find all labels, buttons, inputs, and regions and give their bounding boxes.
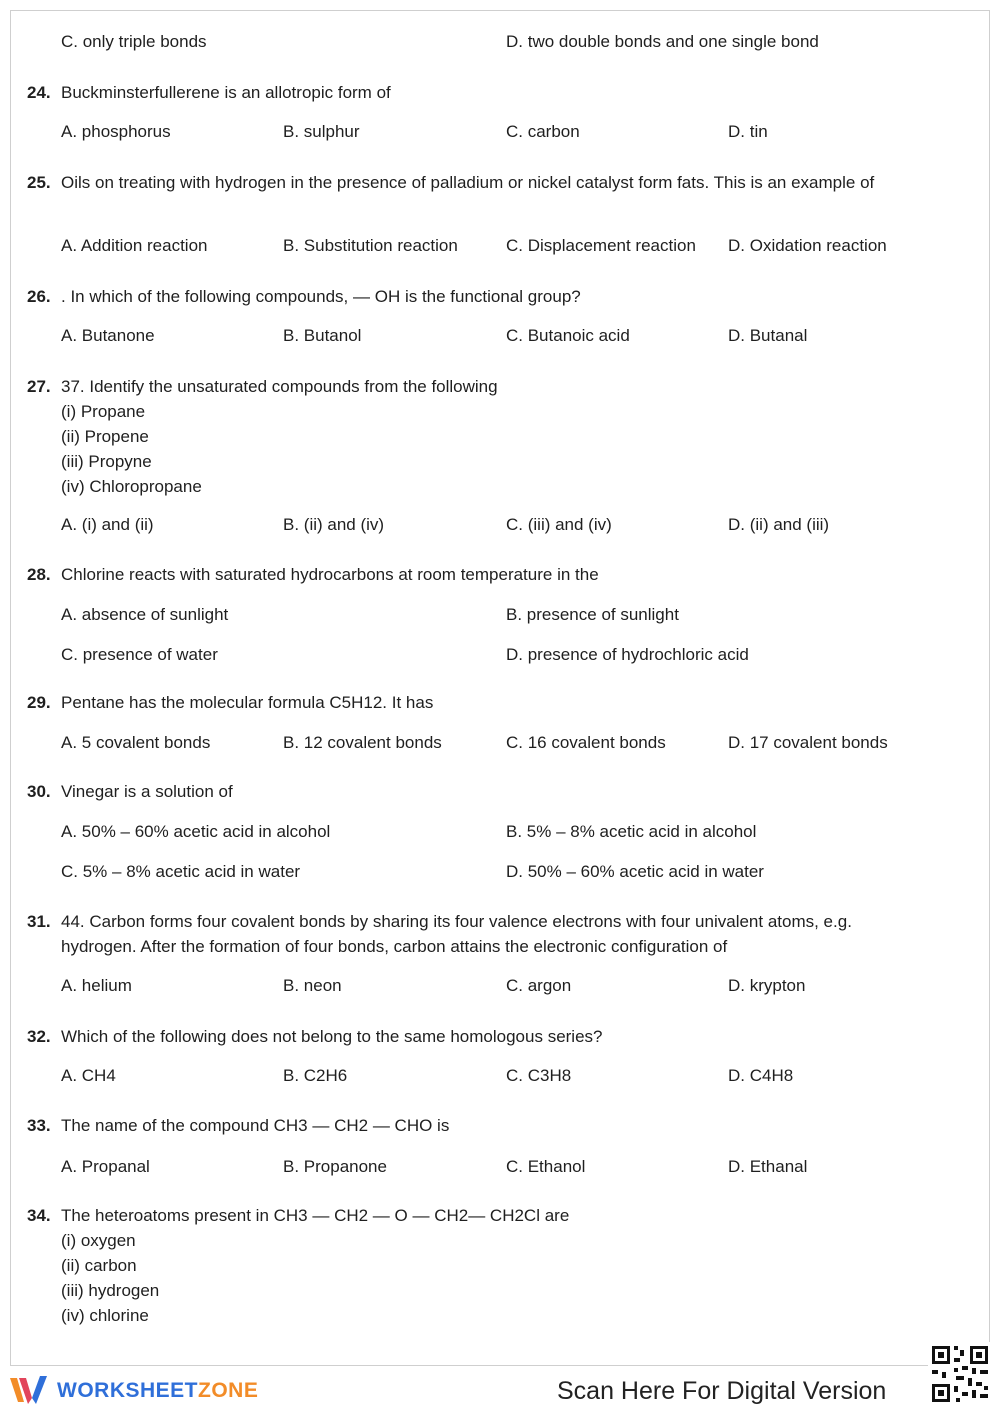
question-text: Which of the following does not belong to the same homologous series? <box>61 1027 603 1046</box>
question-text: 37. Identify the unsaturated compounds from the following <box>61 377 498 396</box>
q24-options <box>61 119 961 144</box>
q26-option-b: B. Butanol <box>283 326 362 345</box>
q25-option-a: A. Addition reaction <box>61 236 208 255</box>
question-28 <box>27 562 927 587</box>
question-32 <box>27 1024 927 1049</box>
worksheet-page <box>10 10 990 1366</box>
sub-item: (iii) hydrogen <box>61 1281 160 1300</box>
q23-option-d: D. two double bonds and one single bond <box>506 32 819 51</box>
question-31 <box>27 909 927 959</box>
question-number: 29. <box>27 693 51 712</box>
q26-option-d: D. Butanal <box>728 326 808 345</box>
q24-option-d: D. tin <box>728 122 768 141</box>
question-number: 33. <box>27 1116 51 1135</box>
question-30 <box>27 779 927 804</box>
qr-code-icon[interactable] <box>928 1342 992 1406</box>
q29-options <box>61 730 961 755</box>
q33-options <box>61 1154 961 1179</box>
q33-option-c: C. Ethanol <box>506 1157 586 1176</box>
q31-option-d: D. krypton <box>728 976 806 995</box>
q30-option-d: D. 50% – 60% acetic acid in water <box>506 862 764 881</box>
sub-item: (ii) carbon <box>61 1256 137 1275</box>
q27-option-a: A. (i) and (ii) <box>61 515 154 534</box>
q31-option-c: C. argon <box>506 976 572 995</box>
question-number: 26. <box>27 287 51 306</box>
question-27 <box>27 374 927 499</box>
question-number: 32. <box>27 1027 51 1046</box>
q27-option-c: C. (iii) and (iv) <box>506 515 612 534</box>
question-number: 25. <box>27 173 51 192</box>
q28-options-row1 <box>61 602 961 627</box>
q27-option-b: B. (ii) and (iv) <box>283 515 385 534</box>
worksheetzone-logo-icon <box>10 1374 50 1408</box>
scan-instruction: Scan Here For Digital Version <box>557 1377 887 1405</box>
q28-options-row2 <box>61 642 961 667</box>
question-25 <box>27 170 927 195</box>
q24-option-b: B. sulphur <box>283 122 360 141</box>
q32-option-c: C. C3H8 <box>506 1066 572 1085</box>
question-number: 27. <box>27 377 51 396</box>
q28-option-c: C. presence of water <box>61 645 218 664</box>
question-text: Pentane has the molecular formula C5H12. It has <box>61 693 434 712</box>
sub-item: (i) oxygen <box>61 1231 136 1250</box>
question-number: 28. <box>27 565 51 584</box>
sub-item: (iv) Chloropropane <box>61 477 202 496</box>
question-24 <box>27 80 927 105</box>
q23-option-c: C. only triple bonds <box>61 32 207 51</box>
q29-option-c: C. 16 covalent bonds <box>506 733 666 752</box>
question-number: 24. <box>27 83 51 102</box>
question-34 <box>27 1203 927 1328</box>
q30-option-c: C. 5% – 8% acetic acid in water <box>61 862 301 881</box>
q32-options <box>61 1063 961 1088</box>
q29-option-a: A. 5 covalent bonds <box>61 733 211 752</box>
question-text: Buckminsterfullerene is an allotropic form of <box>61 83 391 102</box>
question-29 <box>27 690 927 715</box>
q33-option-b: B. Propanone <box>283 1157 387 1176</box>
q25-option-d: D. Oxidation reaction <box>728 236 887 255</box>
q31-option-b: B. neon <box>283 976 342 995</box>
brand-name-part2: ZONE <box>198 1379 259 1402</box>
q30-options-row2 <box>61 859 961 884</box>
q26-option-a: A. Butanone <box>61 326 155 345</box>
question-number: 30. <box>27 782 51 801</box>
sub-item: (i) Propane <box>61 402 146 421</box>
q30-options-row1 <box>61 819 961 844</box>
q27-option-d: D. (ii) and (iii) <box>728 515 830 534</box>
q26-options <box>61 323 961 348</box>
q28-option-d: D. presence of hydrochloric acid <box>506 645 749 664</box>
question-number: 31. <box>27 912 51 931</box>
q24-option-c: C. carbon <box>506 122 580 141</box>
q29-option-b: B. 12 covalent bonds <box>283 733 442 752</box>
q28-option-a: A. absence of sunlight <box>61 605 229 624</box>
brand-name-part1: WORKSHEET <box>57 1379 198 1402</box>
q28-option-b: B. presence of sunlight <box>506 605 679 624</box>
question-text: The heteroatoms present in CH3 — CH2 — O — CH2— CH2Cl are <box>61 1206 570 1225</box>
brand-name <box>57 1379 258 1403</box>
sub-item: (ii) Propene <box>61 427 149 446</box>
q24-option-a: A. phosphorus <box>61 122 171 141</box>
page-footer <box>0 1366 1000 1414</box>
question-text: Chlorine reacts with saturated hydrocarbons at room temperature in the <box>61 565 599 584</box>
q31-option-a: A. helium <box>61 976 132 995</box>
question-33 <box>27 1113 927 1138</box>
sub-item: (iii) Propyne <box>61 452 152 471</box>
q32-option-d: D. C4H8 <box>728 1066 794 1085</box>
q32-option-a: A. CH4 <box>61 1066 116 1085</box>
q25-options <box>61 233 961 258</box>
q30-option-b: B. 5% – 8% acetic acid in alcohol <box>506 822 757 841</box>
question-text: Oils on treating with hydrogen in the presence of palladium or nickel catalyst form fats. This is an example of <box>61 173 875 192</box>
q26-option-c: C. Butanoic acid <box>506 326 630 345</box>
question-text: Vinegar is a solution of <box>61 782 233 801</box>
question-text: 44. Carbon forms four covalent bonds by sharing its four valence electrons with four univalent atoms, e.g. hydrogen. After the formation of four bonds, carbon attains the electronic configuration of <box>61 912 852 956</box>
q31-options <box>61 973 961 998</box>
sub-item: (iv) chlorine <box>61 1306 149 1325</box>
q33-option-a: A. Propanal <box>61 1157 150 1176</box>
question-26 <box>27 284 927 309</box>
q30-option-a: A. 50% – 60% acetic acid in alcohol <box>61 822 331 841</box>
question-text: The name of the compound CH3 — CH2 — CHO is <box>61 1116 450 1135</box>
q32-option-b: B. C2H6 <box>283 1066 348 1085</box>
q23-options <box>61 29 961 54</box>
question-number: 34. <box>27 1206 51 1225</box>
q33-option-d: D. Ethanal <box>728 1157 808 1176</box>
q27-options <box>61 512 961 537</box>
q29-option-d: D. 17 covalent bonds <box>728 733 888 752</box>
question-text: . In which of the following compounds, — OH is the functional group? <box>61 287 581 306</box>
q25-option-b: B. Substitution reaction <box>283 236 458 255</box>
q25-option-c: C. Displacement reaction <box>506 236 696 255</box>
